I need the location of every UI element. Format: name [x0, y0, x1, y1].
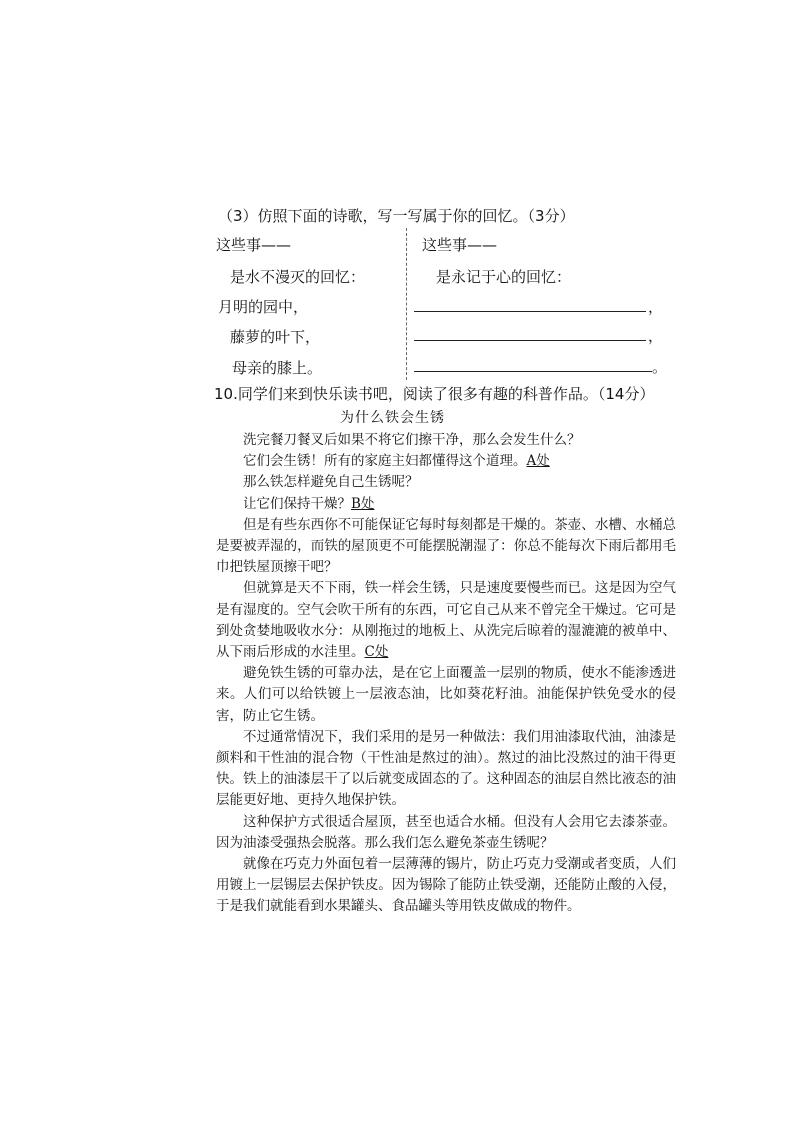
answer-blank-3[interactable] [414, 371, 652, 372]
marker-b: B处 [351, 495, 375, 512]
answer-blank-2[interactable] [414, 340, 646, 341]
article-paragraph-6 [216, 578, 676, 663]
article-paragraph-2 [216, 451, 676, 472]
answer-blank-3-punct: 。 [652, 358, 668, 376]
article-paragraph-1: 洗完餐刀餐叉后如果不将它们擦干净，那么会发生什么？ [243, 432, 581, 448]
answer-blank-1[interactable] [414, 311, 646, 312]
answer-blank-2-punct: ， [648, 327, 664, 345]
question-10-prompt: 10.同学们来到快乐读书吧，阅读了很多有趣的科普作品。（14分） [214, 385, 655, 403]
article-paragraph-3: 那么铁怎样避免自己生锈呢？ [243, 474, 419, 491]
poem-left-line-4: 藤萝的叶下， [230, 328, 321, 346]
poem-left-line-3: 月明的园中， [218, 298, 309, 316]
poem-left-line-5: 母亲的膝上。 [232, 359, 323, 377]
article-paragraph-9: 这种保护方式很适合屋顶，甚至也适合水桶。但没有人会用它去漆茶壶。因为油漆受强热会脱落。那么我们怎么避免茶壶生锈呢？ [216, 813, 676, 851]
marker-a: A处 [526, 453, 550, 470]
article-paragraph-5: 但是有些东西你不可能保证它每时每刻都是干燥的。茶壶、水槽、水桶总是要被弄湿的，而铁的屋顶更不可能摆脱潮湿了：你总不能每次下雨后都用毛巾把铁屋顶擦干吧？ [216, 516, 676, 576]
paragraph-2-text: 它们会生锈！所有的家庭主妇都懂得这个道理。 [243, 453, 527, 470]
paragraph-6-text: 但就算是天不下雨，铁一样会生锈，只是速度要慢些而已。这是因为空气是有湿度的。空气会吹干所有的东西，可它自己从来不曾完全干燥过。它可是到处贪婪地吸收水分：从刚拖过的地板上、从洗完后晾着的湿漉漉的被单中、从下雨后形成的水洼里。 [216, 580, 676, 661]
paragraph-4-text: 让它们保持干燥？ [243, 495, 351, 512]
poem-left-line-1: 这些事—— [216, 236, 292, 254]
marker-c: C处 [364, 644, 389, 661]
poem-right-line-2: 是永记于心的回忆： [436, 268, 572, 286]
article-paragraph-10: 就像在巧克力外面包着一层薄薄的锡片，防止巧克力受潮或者变质，人们用镀上一层锡层去保护铁皮。因为锡除了能防止铁受潮，还能防止酸的入侵，于是我们就能看到水果罐头、食品罐头等用铁皮做成的物件。 [216, 856, 676, 915]
poem-left-line-2: 是水不漫灭的回忆： [230, 268, 366, 286]
article-paragraph-8: 不过通常情况下，我们采用的是另一种做法：我们用油漆取代油，油漆是颜料和干性油的混合物（干性油是熬过的油）。熬过的油比没熬过的油干得更快。铁上的油漆层干了以后就变成固态的了。这种固态的油层自然比液态的油层能更好地、更持久地保护铁。 [216, 728, 676, 809]
article-paragraph-4 [216, 494, 676, 515]
poem-divider [406, 228, 407, 380]
question-3-prompt: （3）仿照下面的诗歌，写一写属于你的回忆。（3分） [218, 207, 575, 225]
article-body [216, 430, 676, 918]
poem-right-line-1: 这些事—— [422, 236, 498, 254]
article-title: 为什么铁会生锈 [340, 410, 445, 426]
article-paragraph-7: 避免铁生锈的可靠办法，是在它上面覆盖一层别的物质，使水不能渗透进来。人们可以给铁镀上一层液态油，比如葵花籽油。油能保护铁免受水的侵害，防止它生锈。 [216, 665, 676, 724]
answer-blank-1-punct: ， [648, 298, 664, 316]
